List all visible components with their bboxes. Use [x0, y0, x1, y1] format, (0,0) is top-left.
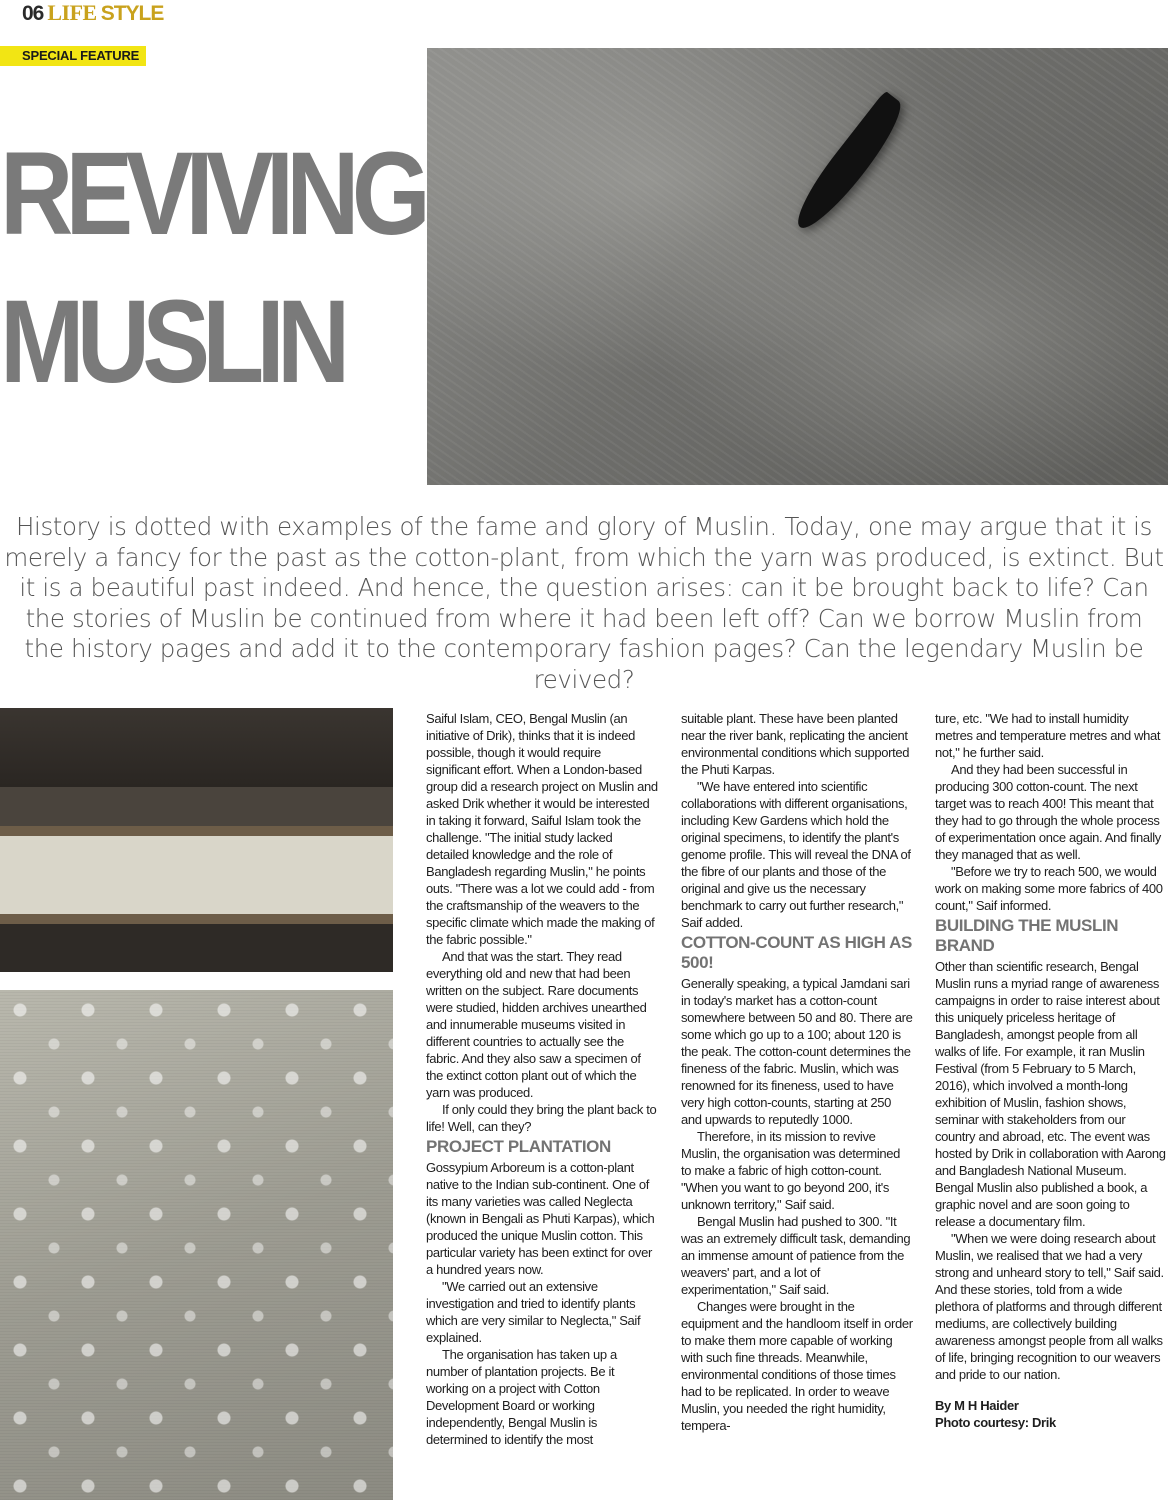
paragraph: Other than scientific research, Bengal Muslin runs a myriad range of awareness campaigns in order to raise interest about this uniquely priceless heritage of Bangladesh, amongst people from all walks of life. For example, it ran Muslin Festival (from 5 February to 5 March, 2016), which involved a month-long exhibition of Muslin, fashion shows, seminar with stakeholders from our country and abroad, etc. The event was hosted by Drik in collaboration with Aarong and Bangladesh National Museum. Bengal Muslin also published a book, a graphic novel and are soon going to release a documentary film. — [935, 959, 1166, 1229]
paragraph: Saiful Islam, CEO, Bengal Muslin (an initiative of Drik), thinks that it is indeed possible, though it would require significant effort. When a London-based group did a research project on Muslin and asked Drik whether it would be interested in taking it forward, Saiful Islam took the challenge. "The initial study lacked detailed knowledge and the role of Bangladesh regarding Muslin," he points outs. "There was a lot we could add - from the craftsmanship of the weavers to the specific climate which made the making of the fabric possible." — [426, 711, 658, 947]
byline: By M H Haider — [935, 1398, 1019, 1413]
headline-line-2: MUSLIN — [0, 276, 343, 408]
paragraph: Generally speaking, a typical Jamdani sari in today's market has a cotton-count somewhere between 50 and 80. There are some which go up to a 100; about 120 is the peak. The cotton-count determines the fineness of the fabric. Muslin, which was renowned for its fineness, used to have very high cotton-counts, starting at 250 and upwards to reputedly 1000. — [681, 976, 913, 1127]
loom-rod — [0, 914, 393, 924]
fabric-photo — [0, 990, 393, 1500]
paragraph: Gossypium Arboreum is a cotton-plant native to the Indian sub-continent. One of its many varieties was called Neglecta (known in Bengali as Phuti Karpas), which produced the unique Muslin cotton. This particular variety has been extinct for over a hundred years now. — [426, 1160, 655, 1277]
subhead-building-brand: BUILDING THE MUSLIN BRAND — [935, 916, 1119, 955]
paragraph: "We have entered into scientific collaborations with different organisations, including Kew Gardens which hold the original specimens, to identify the plant's genome profile. This will reveal the DNA of the fibre of our plants and those of the original and give us the necessary benchmark to carry out further research," Saif added. — [681, 779, 911, 930]
paragraph: Therefore, in its mission to revive Muslin, the organisation was determined to make a fabric of high cotton-count. "When you want to go beyond 200, it's unknown territory," Saif said. — [681, 1129, 901, 1212]
headline-line-1: REVIVING — [0, 128, 424, 260]
loom-photo — [0, 708, 393, 972]
paragraph: Bengal Muslin had pushed to 300. "It was an extremely difficult task, demanding an immense amount of patience from the weavers' part, and a lot of experimentation," Saif said. — [681, 1214, 911, 1297]
hero-photo-muslin-embroidery — [427, 48, 1168, 485]
paragraph: "Before we try to reach 500, we would work on making some more fabrics of 400 count," Saif informed. — [935, 864, 1163, 913]
paragraph: The organisation has taken up a number of plantation projects. Be it working on a project with Cotton Development Board or working independently, Bengal Muslin is determined to identify the most — [426, 1347, 617, 1447]
loom-rod — [0, 826, 393, 836]
paragraph: ture, etc. "We had to install humidity metres and temperature metres and what not," he further said. — [935, 711, 1161, 760]
paragraph: If only could they bring the plant back to life! Well, can they? — [426, 1102, 657, 1134]
section-life: LIFE — [47, 0, 97, 25]
page-number: 06 — [22, 2, 44, 25]
paragraph: And they had been successful in producing 300 cotton-count. The next target was to reach 400! This meant that they had to go through the whole process of experimentation once again. And finally they managed that as well. — [935, 762, 1161, 862]
article-column-1 — [426, 710, 658, 1448]
subhead-cotton-count: COTTON-COUNT AS HIGH AS 500! — [681, 933, 912, 972]
article-column-2 — [681, 710, 913, 1434]
subhead-project-plantation: PROJECT PLANTATION — [426, 1137, 611, 1156]
article-column-3 — [935, 710, 1167, 1431]
paragraph: "We carried out an extensive investigation and tried to identify plants which are very similar to Neglecta," Saif explained. — [426, 1279, 641, 1345]
paragraph: And that was the start. They read everything old and new that had been written on the subject. Rare documents were studied, hidden archives unearthed and innumerable museums visited in different countries to actually see the fabric. And they also saw a specimen of the extinct cotton plant out of which the yarn was produced. — [426, 949, 647, 1100]
intro-paragraph: History is dotted with examples of the fame and glory of Muslin. Today, one may argue that it is merely a fancy for the past as the cotton-plant, from which the yarn was produced, is extinct. But it is a beautiful past indeed. And hence, the question arises: can it be brought back to life? Can the stories of Muslin be continued from where it had been left off? Can we borrow Muslin from the history pages and add it to the contemporary fashion pages? Can the legendary Muslin be revived? — [4, 512, 1164, 694]
headline — [0, 120, 424, 416]
masthead — [22, 0, 163, 26]
paragraph: Changes were brought in the equipment and the handloom itself in order to make them more capable of working with such fine threads. Meanwhile, environmental conditions of those times had to be replicated. In order to weave Muslin, you needed the right humidity, tempera- — [681, 1299, 913, 1433]
special-feature-label: SPECIAL FEATURE — [0, 46, 146, 66]
section-style: STYLE — [100, 2, 164, 25]
photo-credit: Photo courtesy: Drik — [935, 1415, 1056, 1430]
paragraph: suitable plant. These have been planted near the river bank, replicating the ancient environmental conditions which supported the Phuti Karpas. — [681, 711, 910, 777]
paragraph: "When we were doing research about Muslin, we realised that we had a very strong and unheard story to tell," Saif said. And these stories, told from a wide plethora of platforms and through different mediums, are collectively building awareness amongst people from all walks of life, bringing recognition to our weavers and pride to our nation. — [935, 1231, 1164, 1382]
